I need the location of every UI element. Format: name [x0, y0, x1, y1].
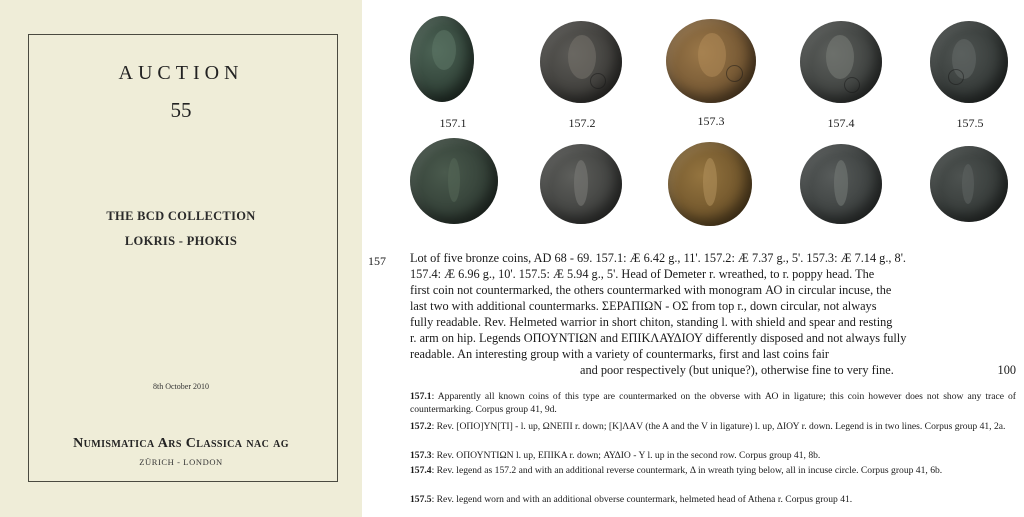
lot-estimate: 100: [997, 363, 1016, 377]
coin-157-5-reverse: [930, 146, 1008, 222]
coin-157-2-obverse: [540, 21, 622, 103]
auction-date: 8th October 2010: [153, 382, 209, 391]
coin-label: 157.4: [827, 116, 855, 130]
coin-157-4-reverse: [800, 144, 882, 224]
note-ref: 157.4: [410, 465, 432, 476]
note-ref: 157.1: [410, 391, 432, 402]
lot-description-line: Lot of five bronze coins, AD 68 - 69. 157.1: Æ 6.42 g., 11'. 157.2: Æ 7.37 g., 5'. 157.3: Æ 7.14 g., 8'.: [410, 251, 906, 265]
collection-name: THE BCD COLLECTION: [106, 209, 256, 223]
lot-description-text: and poor respectively (but unique?), otherwise fine to very fine.: [580, 363, 894, 377]
auction-number: 55: [170, 98, 192, 122]
coin-label: 157.3: [697, 114, 725, 128]
coin-note: [410, 464, 1016, 477]
note-text: : Apparently all known coins of this type are countermarked on the obverse with ΑΟ in ligature; this coin however does not show any trace of countermarking. Corpus group 41, 9d.: [410, 391, 1016, 415]
coin-157-3-obverse: [666, 19, 756, 103]
coin-note: [410, 390, 1016, 416]
coin-note: [410, 449, 1016, 462]
coin-note: [410, 420, 1016, 433]
lot-description-line: readable. An interesting group with a variety of countermarks, first and last coins fair: [410, 347, 829, 361]
coin-157-5-obverse: [930, 21, 1008, 103]
auction-cities: ZÜRICH - LONDON: [139, 457, 223, 467]
lot-description-line: r. arm on hip. Legends ΟΠΟΥΝΤΙΩΝ and ΕΠΙΚΛΑΥΔΙΟΥ differently disposed and not always fully: [410, 331, 907, 345]
note-text: : Rev. legend as 157.2 and with an additional reverse countermark, Δ in wreath tying below, all in incuse circle. Corpus group 41, 6b.: [431, 465, 943, 476]
coin-157-3-reverse: [668, 142, 752, 226]
lot-description-line: fully readable. Rev. Helmeted warrior in short chiton, standing l. with shield and spear and resting: [410, 315, 893, 329]
coin-note: [410, 493, 1016, 506]
coin-157-4-obverse: [800, 21, 882, 103]
catalogue-cover: [0, 0, 362, 517]
cover-title: AUCTION: [118, 62, 244, 84]
note-ref: 157.2: [410, 421, 432, 432]
note-text: : Rev. legend worn and with an additional obverse countermark, helmeted head of Athena r. Corpus group 41.: [431, 494, 853, 505]
lot-description-line: last two with additional countermarks. ΣΕΡΑΠΙΩΝ - ΟΣ from top r., down circular, not always: [410, 299, 877, 313]
lot-description-line: 157.4: Æ 6.96 g., 10'. 157.5: Æ 5.94 g., 5'. Head of Demeter r. wreathed, to r. poppy head. The: [410, 267, 875, 281]
note-ref: 157.5: [410, 494, 432, 505]
lot-number: 157: [368, 254, 386, 268]
auction-house: Numismatica Ars Classica nac ag: [73, 436, 289, 451]
coin-157-1-reverse: [410, 138, 498, 224]
coin-157-1-obverse: [410, 16, 474, 102]
region-name: LOKRIS - PHOKIS: [124, 234, 238, 248]
lot-description-line: [410, 362, 1016, 378]
coin-label: 157.2: [568, 116, 596, 130]
lot-description-line: first coin not countermarked, the others countermarked with monogram ΑΟ in circular incuse, the: [410, 283, 892, 297]
coin-label: 157.1: [439, 116, 467, 130]
coin-label: 157.5: [956, 116, 984, 130]
note-text: : Rev. ΟΠΟΥΝΤΙΩΝ l. up, ΕΠΙΚΑ r. down; ΑΥΔΙΟ - Υ l. up in the second row. Corpus group 41, 8b.: [431, 450, 821, 461]
note-text: : Rev. [ΟΠΟ]ΥΝ[ΤΙ] - l. up, ΩΝΕΠΙ r. down; [Κ]ΛΑV (the A and the V in ligature) l. up, ΔΙΟΥ r. down. Legend is in two lines. Corpus group 41, 2a.: [431, 421, 1006, 432]
note-ref: 157.3: [410, 450, 432, 461]
coin-157-2-reverse: [540, 144, 622, 224]
lot-description: [410, 250, 1016, 378]
